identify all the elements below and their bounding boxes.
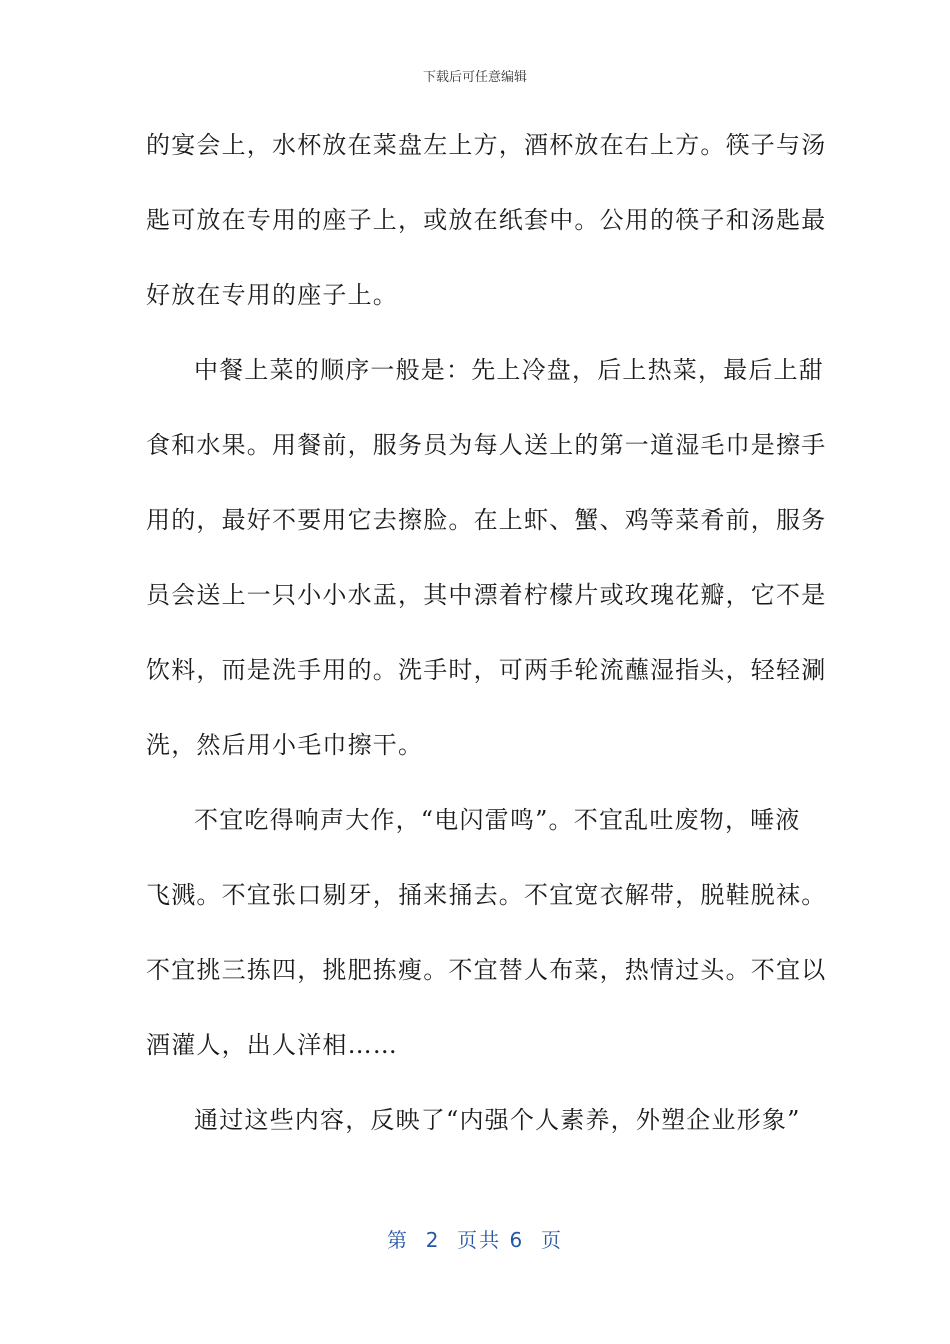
- document-body: [146, 108, 827, 1158]
- page-number-text: 第 2 页共 6 页: [387, 1228, 563, 1252]
- text-line: 员会送上一只小小水盂，其中漂着柠檬片或玫瑰花瓣，它不是: [146, 581, 827, 609]
- text-line: 飞溅。不宜张口剔牙，捅来捅去。不宜宽衣解带，脱鞋脱袜。: [146, 881, 827, 909]
- text-line: 不宜挑三拣四，挑肥拣瘦。不宜替人布菜，热情过头。不宜以: [146, 956, 827, 984]
- text-line: 匙可放在专用的座子上，或放在纸套中。公用的筷子和汤匙最: [146, 206, 827, 234]
- paragraph-start-line: 不宜吃得响声大作，“电闪雷鸣”。不宜乱吐废物，唾液: [194, 806, 801, 834]
- page-header: 下载后可任意编辑: [422, 70, 527, 85]
- text-line: 饮料，而是洗手用的。洗手时，可两手轮流蘸湿指头，轻轻涮: [146, 656, 827, 684]
- paragraph-start-line: 通过这些内容，反映了“内强个人素养，外塑企业形象”: [194, 1106, 801, 1134]
- text-line: 的宴会上，水杯放在菜盘左上方，酒杯放在右上方。筷子与汤: [146, 131, 827, 159]
- paragraph-start-line: 中餐上菜的顺序一般是：先上冷盘，后上热菜，最后上甜: [194, 356, 824, 384]
- text-line: 洗，然后用小毛巾擦干。: [146, 731, 424, 759]
- text-line: 食和水果。用餐前，服务员为每人送上的第一道湿毛巾是擦手: [146, 431, 827, 459]
- text-line: 用的，最好不要用它去擦脸。在上虾、蟹、鸡等菜肴前，服务: [146, 506, 827, 534]
- text-line: 好放在专用的座子上。: [146, 281, 398, 309]
- text-line: 酒灌人，出人洋相……: [146, 1031, 398, 1059]
- page-number-footer: [0, 1224, 950, 1253]
